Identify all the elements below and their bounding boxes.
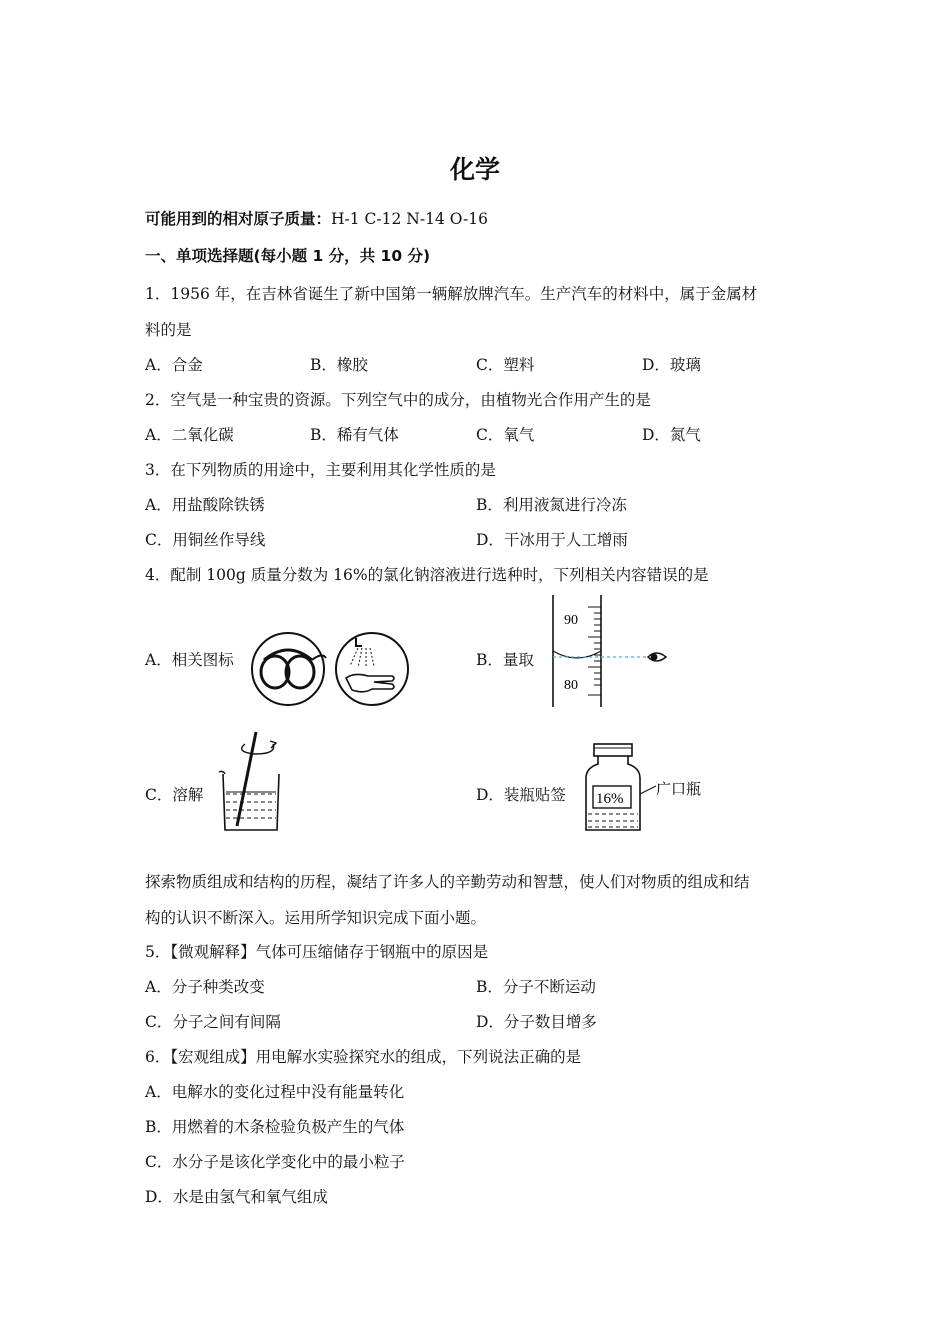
q4-option-d: D．装瓶贴签 [476,786,566,804]
q2-option-c: C．氧气 [476,426,535,444]
q1-text-line1: 1．1956 年，在吉林省诞生了新中国第一辆解放牌汽车。生产汽车的材料中，属于金属材 [145,285,758,303]
passage-line2: 构的认识不断深入。运用所学知识完成下面小题。 [145,909,487,927]
q1-option-c: C．塑料 [476,356,535,374]
goggles-icon [252,633,326,705]
q6-text: 6．【宏观组成】用电解水实验探究水的组成，下列说法正确的是 [145,1048,582,1066]
q4-option-b: B．量取 [476,651,534,669]
q2-option-d: D．氮气 [642,426,701,444]
q5-text: 5．【微观解释】气体可压缩储存于钢瓶中的原因是 [145,943,489,961]
hand-wash-icon [336,633,408,705]
eye-icon [648,653,666,661]
wide-mouth-bottle [584,742,714,837]
q1-text-line2: 料的是 [145,321,192,339]
atomic-mass-values: H-1 C-12 N-14 O-16 [331,210,488,228]
atomic-mass-label: 可能用到的相对原子质量： [145,210,332,228]
q2-option-b: B．稀有气体 [310,426,399,444]
q3-text: 3．在下列物质的用途中，主要利用其化学性质的是 [145,461,496,479]
q4-option-a: A．相关图标 [145,651,234,669]
q1-option-b: B．橡胶 [310,356,368,374]
q5-option-d: D．分子数目增多 [476,1013,597,1031]
q1-option-d: D．玻璃 [642,356,701,374]
passage-line1: 探索物质组成和结构的历程，凝结了许多人的辛勤劳动和智慧，使人们对物质的组成和结 [145,873,750,891]
q6-option-b: B．用燃着的木条检验负极产生的气体 [145,1118,405,1136]
cylinder-mark-top: 90 [564,613,578,628]
q3-option-c: C．用铜丝作导线 [145,531,266,549]
q6-option-a: A．电解水的变化过程中没有能量转化 [145,1083,405,1101]
q5-option-a: A．分子种类改变 [145,978,265,996]
q2-option-a: A．二氧化碳 [145,426,234,444]
cylinder-mark-bottom: 80 [564,678,578,693]
q6-option-d: D．水是由氢气和氧气组成 [145,1188,328,1206]
q5-option-c: C．分子之间有间隔 [145,1013,281,1031]
q3-option-d: D．干冰用于人工增雨 [476,531,628,549]
bottle-label-percent: 16% [596,791,624,807]
graduated-cylinder [548,595,668,710]
safety-icons [250,632,410,708]
q3-option-b: B．利用液氮进行冷冻 [476,496,627,514]
q6-option-c: C．水分子是该化学变化中的最小粒子 [145,1153,405,1171]
q5-option-b: B．分子不断运动 [476,978,596,996]
q4-text: 4．配制 100g 质量分数为 16%的氯化钠溶液进行选种时，下列相关内容错误的是 [145,566,709,584]
q3-option-a: A．用盐酸除铁锈 [145,496,265,514]
page-title: 化学 [449,155,500,184]
beaker-stirring [215,730,290,835]
atomic-mass-line [145,207,488,229]
stir-arrow-icon [242,744,274,754]
bottle-label: 广口瓶 [656,782,702,798]
q4-option-c: C．溶解 [145,786,204,804]
q2-text: 2．空气是一种宝贵的资源。下列空气中的成分，由植物光合作用产生的是 [145,391,651,409]
q1-option-a: A．合金 [145,356,203,374]
section-heading: 一、单项选择题(每小题 1 分，共 10 分) [145,247,431,265]
